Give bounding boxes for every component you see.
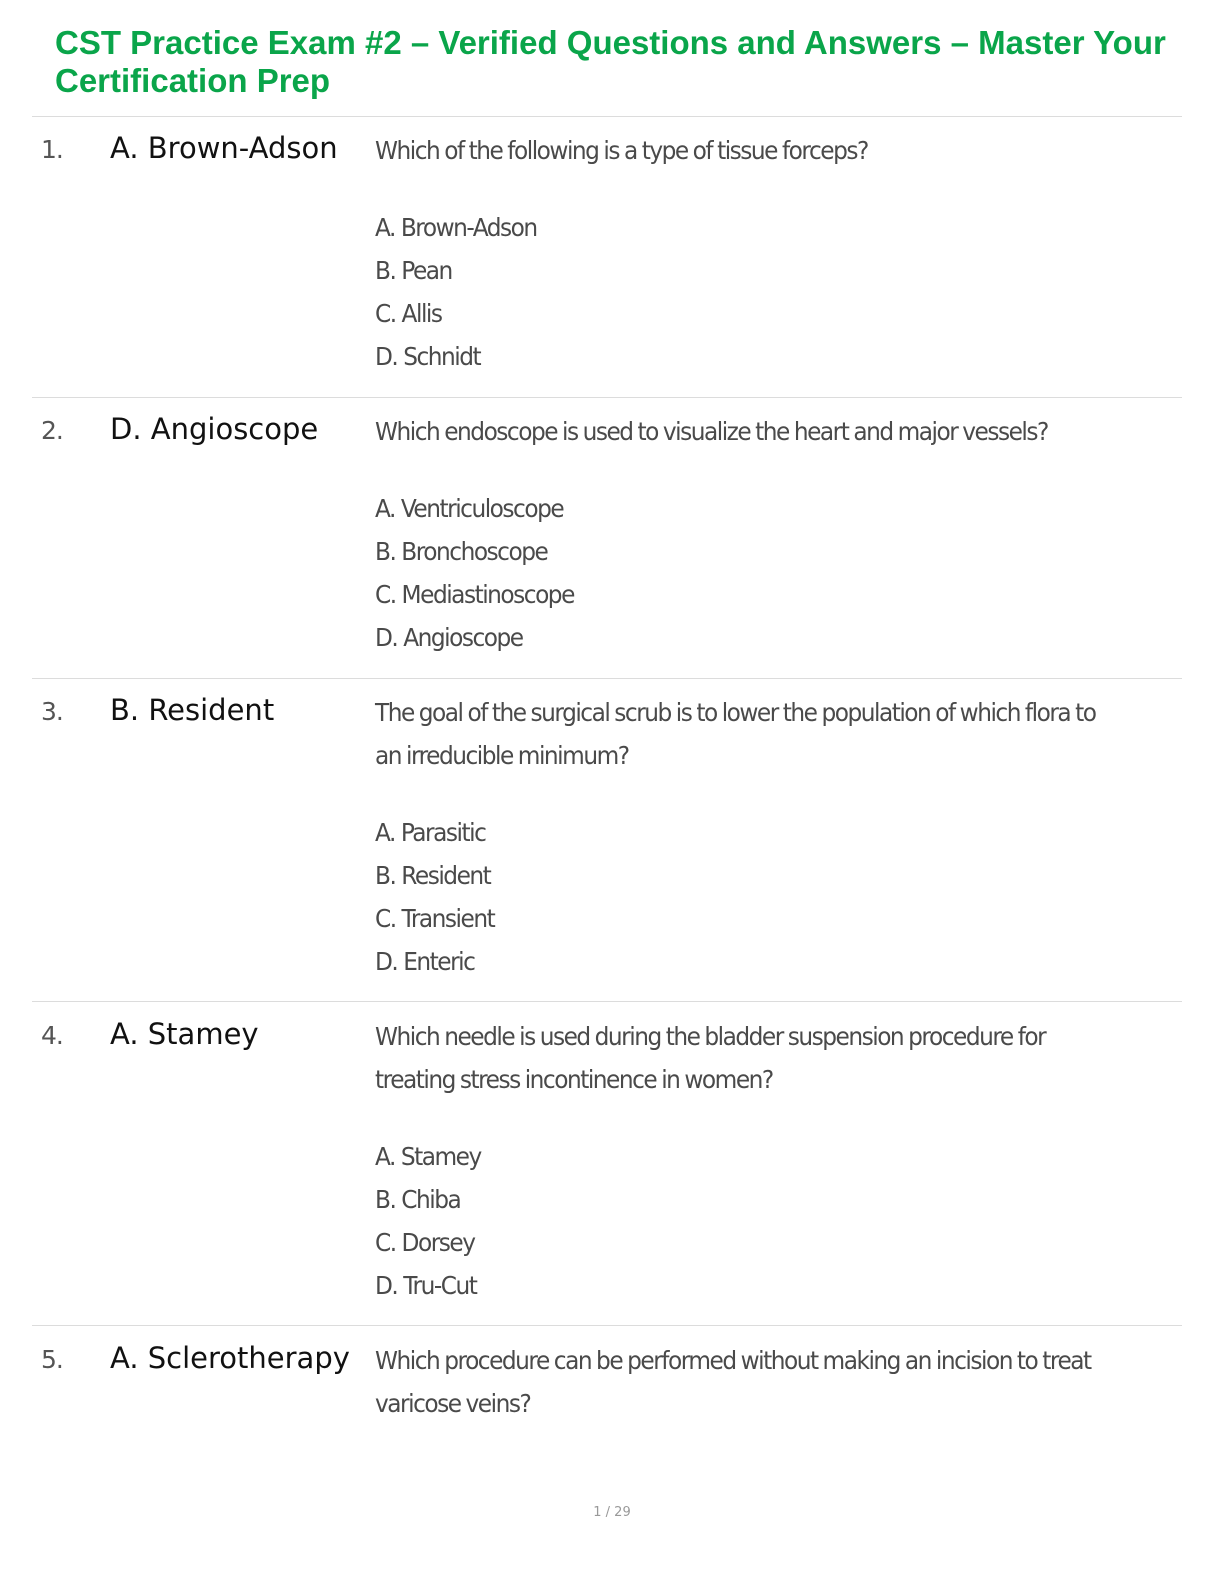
question-number: 2. [41, 416, 63, 445]
question-number: 3. [41, 697, 63, 726]
divider [32, 678, 1182, 679]
option: D. Angioscope [375, 623, 523, 652]
option: D. Enteric [375, 947, 475, 976]
answer-options [375, 811, 494, 983]
option: B. Resident [375, 861, 491, 890]
option: A. Brown-Adson [375, 213, 537, 242]
answer-options [375, 487, 574, 659]
answer-options [375, 1135, 481, 1307]
option: B. Chiba [375, 1185, 461, 1214]
correct-answer: B. Resident [110, 693, 275, 727]
option: D. Schnidt [375, 342, 481, 371]
option: B. Pean [375, 256, 452, 285]
correct-answer: A. Sclerotherapy [110, 1341, 350, 1375]
divider [32, 397, 1182, 398]
correct-answer: A. Brown-Adson [110, 131, 338, 165]
option: C. Allis [375, 299, 442, 328]
option: B. Bronchoscope [375, 537, 548, 566]
option: C. Mediastinoscope [375, 580, 574, 609]
document-title: CST Practice Exam #2 – Verified Questions and Answers – Master Your Certification Prep [55, 24, 1166, 99]
question-text: Which needle is used during the bladder suspension procedure for treating stress incontinence in women? [375, 1022, 1046, 1094]
divider [32, 1325, 1182, 1326]
option: A. Parasitic [375, 818, 486, 847]
answer-options [375, 206, 537, 378]
option: D. Tru-Cut [375, 1271, 477, 1300]
question-number: 4. [41, 1021, 63, 1050]
correct-answer: D. Angioscope [110, 412, 319, 446]
divider [32, 1001, 1182, 1002]
option: A. Ventriculoscope [375, 494, 564, 523]
option: C. Dorsey [375, 1228, 475, 1257]
question-text: Which procedure can be performed without making an incision to treat varicose veins? [375, 1346, 1091, 1418]
question-text: Which of the following is a type of tissue forceps? [375, 136, 868, 165]
correct-answer: A. Stamey [110, 1017, 259, 1051]
option: C. Transient [375, 904, 495, 933]
page-indicator: 1 / 29 [593, 1505, 631, 1520]
question-number: 1. [41, 135, 63, 164]
question-text: The goal of the surgical scrub is to lower the population of which flora to an irreducible minimum? [375, 698, 1096, 770]
divider [32, 116, 1182, 117]
question-number: 5. [41, 1345, 63, 1374]
option: A. Stamey [375, 1142, 481, 1171]
question-text: Which endoscope is used to visualize the heart and major vessels? [375, 417, 1048, 446]
